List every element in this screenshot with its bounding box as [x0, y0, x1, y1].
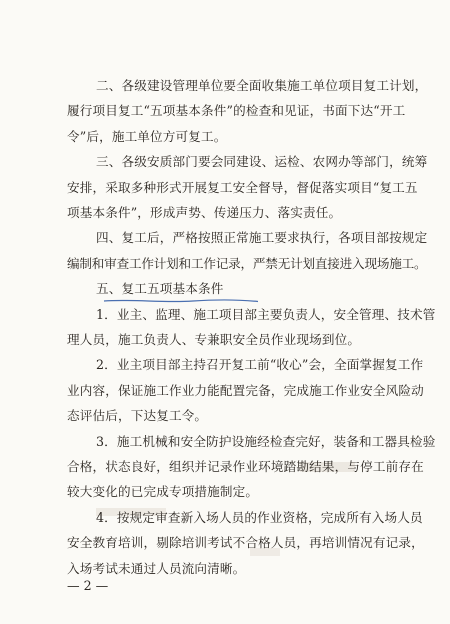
paragraph-line: 四、复工后，严格按照正常施工要求执行，各项目部按规定: [96, 230, 428, 246]
pen-underline: [103, 298, 259, 304]
section-heading: 五、复工五项基本条件: [96, 281, 224, 297]
page-number: — 2 —: [67, 578, 109, 593]
paragraph-line: 合格，状态良好，组织并记录作业环境踏勘结果，与停工前存在: [67, 459, 424, 474]
paragraph-line: 较大变化的已完成专项措施制定。: [67, 484, 259, 500]
paragraph-line: 二、各级建设管理单位要全面收集施工单位项目复工计划，: [96, 78, 428, 93]
paragraph-line: 编制和审查工作计划和工作记录，严禁无计划直接进入现场施工。: [67, 255, 427, 271]
paragraph-line: 业内容，保证施工作业力能配置完备，完成施工作业安全风险动: [67, 382, 424, 398]
paragraph-line: 履行项目复工“五项基本条件”的检查和见证，书面下达“开工: [67, 103, 406, 119]
paragraph-line: 入场考试未通过人员流向清晰。: [67, 560, 246, 576]
paragraph-line: 三、各级安质部门要会同建设、运检、农网办等部门，统筹: [96, 154, 428, 170]
paragraph-line: 理人员，施工负责人、专兼职安全员作业现场到位。: [67, 332, 361, 347]
paragraph-line: 安排，采取多种形式开展复工安全督导，督促落实项目“复工五: [67, 179, 418, 195]
paragraph-line: 4．按规定审查新入场人员的作业资格，完成所有入场人员: [96, 509, 423, 525]
paragraph-line: 1．业主、监理、施工项目部主要负责人，安全管理、技术管: [96, 306, 436, 322]
paragraph-line: 2．业主项目部主持召开复工前“收心”会，全面掌握复工作: [96, 357, 424, 373]
paragraph-line: 令”后，施工单位方可复工。: [67, 128, 227, 144]
paragraph-line: 3．施工机械和安全防护设施经检查完好，装备和工器具检验: [96, 433, 436, 449]
paragraph-line: 态评估后，下达复工令。: [67, 408, 208, 424]
paragraph-line: 安全教育培训，剔除培训考试不合格人员，再培训情况有记录，: [67, 535, 424, 551]
paragraph-line: 项基本条件”，形成声势、传递压力、落实责任。: [67, 205, 342, 220]
